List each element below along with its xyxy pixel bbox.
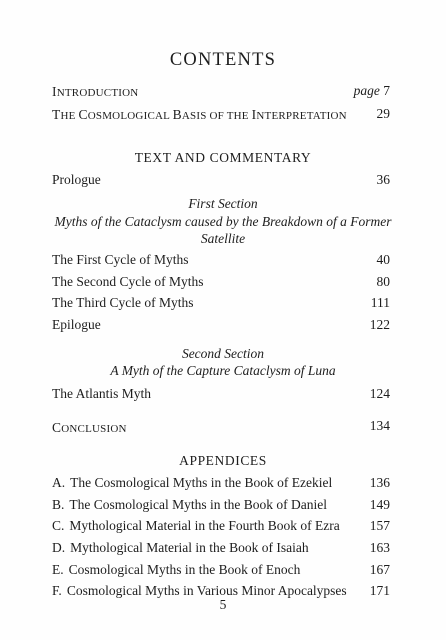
toc-page-introduction [354, 83, 390, 99]
appendix-entry [52, 562, 300, 578]
toc-entry-label: CONCLUSION [52, 420, 127, 435]
toc-entry-conclusion [52, 420, 127, 436]
section-heading-text-commentary: TEXT AND COMMENTARY [134, 150, 312, 165]
first-section-subtitle-cont: Satellite [200, 231, 246, 246]
toc-page-number: 7 [383, 83, 390, 98]
toc-entry-cosmological-basis [52, 107, 347, 123]
toc-entry-atlantis: The Atlantis Myth [52, 386, 151, 401]
toc-page-number: 122 [369, 317, 390, 332]
appendix-entry [52, 497, 327, 513]
appendix-title: Cosmological Myths in the Book of Enoch [68, 562, 301, 577]
appendix-page-number: 136 [369, 475, 390, 490]
appendix-page-number: 157 [369, 518, 390, 533]
appendix-title: The Cosmological Myths in the Book of Ezekiel [70, 475, 333, 490]
toc-entry-second-cycle: The Second Cycle of Myths [52, 274, 204, 289]
toc-page-number: 40 [376, 252, 390, 267]
appendix-title: Mythological Material in the Book of Isaiah [70, 540, 309, 555]
appendix-entry [52, 540, 309, 556]
toc-page-number: 111 [370, 295, 390, 310]
appendix-entry [52, 518, 340, 534]
toc-entry-first-cycle: The First Cycle of Myths [52, 252, 189, 267]
page-number: 5 [219, 597, 227, 612]
toc-entry-introduction [52, 84, 138, 100]
page-prefix: page [353, 83, 380, 98]
appendix-page-number: 167 [369, 562, 390, 577]
toc-entry-label: THE COSMOLOGICAL BASIS OF THE INTERPRETATION [52, 107, 347, 122]
section-heading-appendices: APPENDICES [179, 453, 267, 468]
toc-entry-epilogue: Epilogue [52, 317, 101, 332]
toc-page-number: 29 [376, 106, 390, 121]
toc-entry-prologue: Prologue [52, 172, 101, 187]
appendix-title: The Cosmological Myths in the Book of Daniel [69, 497, 327, 512]
appendix-letter: F. [52, 583, 62, 598]
first-section-heading: First Section [188, 196, 258, 211]
appendix-page-number: 163 [369, 540, 390, 555]
toc-page-number: 36 [376, 172, 390, 187]
appendix-entry [52, 475, 332, 491]
appendix-letter: E. [52, 562, 64, 577]
appendix-page-number: 149 [369, 497, 390, 512]
appendix-letter: A. [52, 475, 66, 490]
appendix-letter: B. [52, 497, 65, 512]
appendix-title: Cosmological Myths in Various Minor Apocalypses [66, 583, 347, 598]
toc-page-number: 124 [369, 386, 390, 401]
appendix-letter: C. [52, 518, 65, 533]
second-section-subtitle: A Myth of the Capture Cataclysm of Luna [110, 363, 336, 378]
appendix-title: Mythological Material in the Fourth Book of Ezra [69, 518, 340, 533]
appendix-letter: D. [52, 540, 66, 555]
appendix-page-number: 171 [369, 583, 390, 598]
toc-entry-label: INTRODUCTION [52, 84, 139, 99]
toc-entry-third-cycle: The Third Cycle of Myths [52, 295, 194, 310]
page-title: CONTENTS [169, 50, 277, 70]
toc-page-number: 134 [369, 418, 390, 433]
second-section-heading: Second Section [181, 346, 265, 361]
toc-page-number: 80 [376, 274, 390, 289]
first-section-subtitle: Myths of the Cataclysm caused by the Breakdown of a Former [54, 214, 392, 229]
